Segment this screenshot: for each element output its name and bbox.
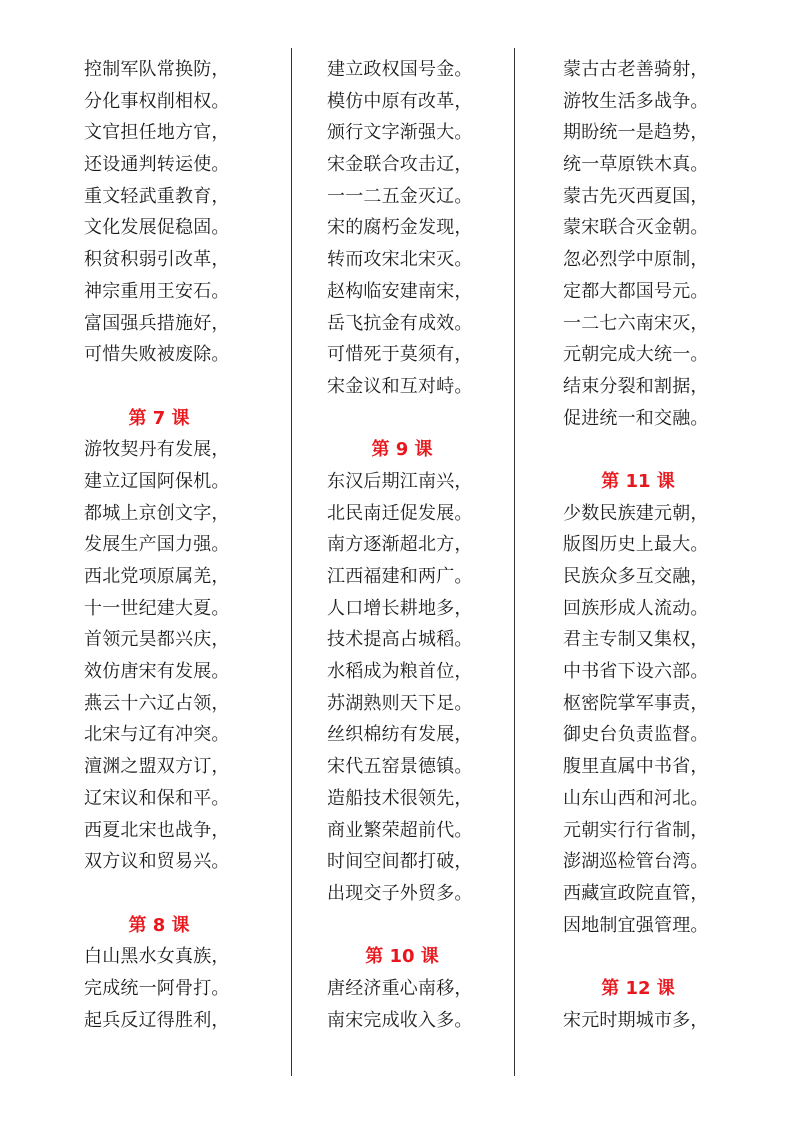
- verse-line: 建立政权国号金。: [327, 59, 473, 80]
- verse-line: 辽宋议和保和平。: [84, 787, 230, 809]
- verse-block: [327, 466, 527, 910]
- verse-line: 山东山西和河北。: [563, 787, 709, 809]
- verse-line: 少数民族建元朝，: [563, 502, 709, 524]
- spacer: [327, 403, 527, 435]
- verse-block: [84, 434, 284, 878]
- verse-line: 文官担任地方官，: [84, 122, 230, 144]
- verse-line: 出现交子外贸多。: [327, 882, 473, 904]
- spacer: [563, 941, 763, 973]
- verse-line: 苏湖熟则天下足。: [327, 692, 473, 714]
- verse-line: 北宋与辽有冲突。: [84, 724, 230, 746]
- verse-line: 赵构临安建南宋，: [327, 280, 473, 302]
- verse-line: 一一二五金灭辽。: [327, 185, 473, 207]
- lesson-heading: 第 7 课: [128, 407, 190, 429]
- verse-line: 建立辽国阿保机。: [84, 470, 230, 492]
- verse-line: 御史台负责监督。: [563, 724, 709, 746]
- verse-line: 腹里直属中书省，: [563, 756, 709, 778]
- lesson-heading: 第 11 课: [601, 470, 675, 492]
- verse-line: 宋的腐朽金发现，: [327, 217, 473, 239]
- spacer: [84, 878, 284, 910]
- lesson-heading: 第 10 课: [365, 946, 439, 968]
- verse-line: 都城上京创文字，: [84, 502, 230, 524]
- verse-line: 双方议和贸易兴。: [84, 851, 230, 873]
- verse-line: 北民南迁促发展。: [327, 502, 473, 524]
- verse-line: 东汉后期江南兴，: [327, 470, 473, 492]
- column-1: [84, 54, 284, 1036]
- column-2: [327, 54, 527, 1036]
- column-divider: [514, 48, 515, 1076]
- verse-line: 元朝完成大统一。: [563, 344, 709, 366]
- verse-line: 澎湖巡检管台湾。: [563, 851, 709, 873]
- verse-line: 蒙古古老善骑射，: [563, 59, 709, 80]
- verse-block: [327, 973, 527, 1036]
- verse-line: 造船技术很领先，: [327, 787, 473, 809]
- verse-line: 控制军队常换防，: [84, 59, 230, 80]
- spacer: [84, 371, 284, 403]
- verse-block-top: [563, 54, 763, 434]
- verse-line: 完成统一阿骨打。: [84, 977, 230, 999]
- verse-line: 宋元时期城市多，: [563, 1009, 709, 1031]
- verse-line: 转而攻宋北宋灭。: [327, 249, 473, 271]
- verse-line: 还设通判转运使。: [84, 154, 230, 176]
- verse-block: [84, 941, 284, 1036]
- verse-line: 人口增长耕地多，: [327, 597, 473, 619]
- verse-line: 起兵反辽得胜利，: [84, 1009, 230, 1031]
- verse-line: 唐经济重心南移，: [327, 977, 473, 999]
- verse-line: 忽必烈学中原制，: [563, 249, 709, 271]
- verse-line: 蒙古先灭西夏国，: [563, 185, 709, 207]
- spacer: [563, 434, 763, 466]
- verse-block: [563, 498, 763, 942]
- verse-line: 回族形成人流动。: [563, 597, 709, 619]
- verse-line: 白山黑水女真族，: [84, 946, 230, 968]
- verse-line: 版图历史上最大。: [563, 534, 709, 556]
- lesson-heading: 第 9 课: [371, 439, 433, 461]
- lesson-heading: 第 12 课: [601, 977, 675, 999]
- verse-line: 文化发展促稳固。: [84, 217, 230, 239]
- column-divider: [291, 48, 292, 1076]
- verse-line: 水稻成为粮首位，: [327, 661, 473, 683]
- verse-line: 枢密院掌军事责，: [563, 692, 709, 714]
- verse-line: 发展生产国力强。: [84, 534, 230, 556]
- verse-line: 重文轻武重教育，: [84, 185, 230, 207]
- verse-block-top: [327, 54, 527, 403]
- verse-line: 模仿中原有改革，: [327, 90, 473, 112]
- verse-line: 宋金联合攻击辽，: [327, 154, 473, 176]
- verse-line: 西夏北宋也战争，: [84, 819, 230, 841]
- verse-line: 积贫积弱引改革，: [84, 249, 230, 271]
- verse-line: 统一草原铁木真。: [563, 154, 709, 176]
- verse-block: [563, 1005, 763, 1037]
- verse-line: 游牧生活多战争。: [563, 90, 709, 112]
- verse-block-top: [84, 54, 284, 371]
- verse-line: 期盼统一是趋势，: [563, 122, 709, 144]
- verse-line: 岳飞抗金有成效。: [327, 312, 473, 334]
- verse-line: 君主专制又集权，: [563, 629, 709, 651]
- column-3: [563, 54, 763, 1036]
- verse-line: 游牧契丹有发展，: [84, 439, 230, 461]
- verse-line: 时间空间都打破，: [327, 851, 473, 873]
- verse-line: 民族众多互交融，: [563, 566, 709, 587]
- verse-line: 蒙宋联合灭金朝。: [563, 217, 709, 239]
- verse-line: 丝织棉纺有发展，: [327, 724, 473, 746]
- verse-line: 因地制宜强管理。: [563, 914, 709, 936]
- verse-line: 商业繁荣超前代。: [327, 819, 473, 841]
- verse-line: 西藏宣政院直管，: [563, 882, 709, 904]
- verse-line: 西北党项原属羌，: [84, 566, 230, 587]
- verse-line: 促进统一和交融。: [563, 407, 709, 429]
- verse-line: 分化事权削相权。: [84, 90, 230, 112]
- verse-line: 中书省下设六部。: [563, 661, 709, 683]
- verse-line: 元朝实行行省制，: [563, 819, 709, 841]
- verse-line: 宋代五窑景德镇。: [327, 756, 473, 778]
- verse-line: 南方逐渐超北方，: [327, 534, 473, 556]
- verse-line: 十一世纪建大夏。: [84, 597, 230, 619]
- verse-line: 首领元昊都兴庆，: [84, 629, 230, 651]
- verse-line: 宋金议和互对峙。: [327, 375, 473, 397]
- verse-line: 神宗重用王安石。: [84, 280, 230, 302]
- verse-line: 一二七六南宋灭，: [563, 312, 709, 334]
- verse-line: 江西福建和两广。: [327, 566, 473, 587]
- verse-line: 结束分裂和割据，: [563, 375, 709, 397]
- verse-line: 南宋完成收入多。: [327, 1009, 473, 1031]
- verse-line: 效仿唐宋有发展。: [84, 661, 230, 683]
- spacer: [327, 910, 527, 942]
- lesson-heading: 第 8 课: [128, 914, 190, 936]
- verse-line: 可惜失败被废除。: [84, 344, 230, 366]
- verse-line: 富国强兵措施好，: [84, 312, 230, 334]
- verse-line: 澶渊之盟双方订，: [84, 756, 230, 778]
- verse-line: 燕云十六辽占领，: [84, 692, 230, 714]
- verse-line: 可惜死于莫须有，: [327, 344, 473, 366]
- verse-line: 技术提高占城稻。: [327, 629, 473, 651]
- verse-line: 定都大都国号元。: [563, 280, 709, 302]
- verse-line: 颁行文字渐强大。: [327, 122, 473, 144]
